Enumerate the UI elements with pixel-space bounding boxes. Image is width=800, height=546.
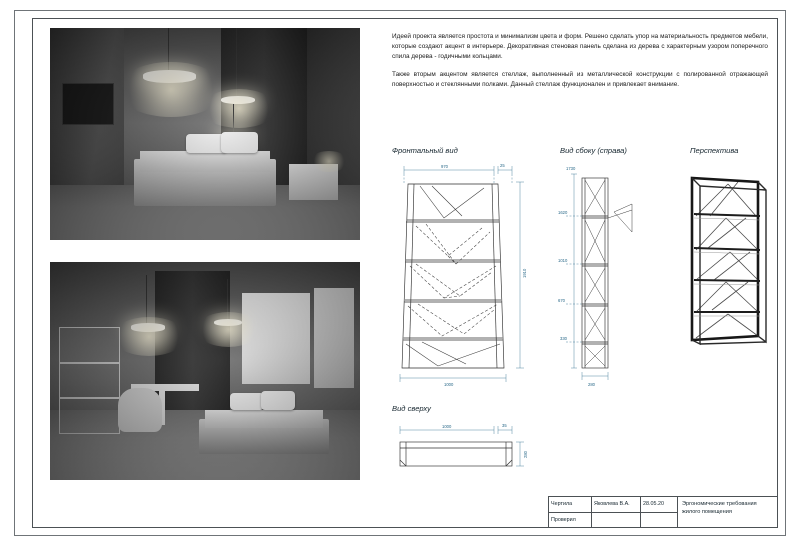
front-dim-top: 970 xyxy=(441,164,448,169)
top-dim-depth: 280 xyxy=(523,451,528,458)
front-view-title: Фронтальный вид xyxy=(392,146,458,155)
top-view-drawing xyxy=(386,420,536,480)
side-view-title: Вид сбоку (справа) xyxy=(560,146,627,155)
top-dim-width: 1000 xyxy=(442,424,452,429)
sheet-title: Эргономические требования жилого помещения xyxy=(682,501,757,515)
perspective-title: Перспектива xyxy=(690,146,739,155)
front-view-drawing xyxy=(386,160,536,390)
interior-render-bedroom-angle xyxy=(50,262,360,480)
top-dim-right: 35 xyxy=(502,423,507,428)
front-dim-bottom: 1000 xyxy=(444,382,454,387)
title-block-row-checked xyxy=(549,513,677,528)
title-block-left xyxy=(549,497,678,527)
side-dim-top: 1730 xyxy=(566,166,576,171)
front-dim-right: 1910 xyxy=(522,268,527,278)
description-paragraph-1: Идеей проекта является простота и минимализм цвета и форм. Решено сделать упор на материальность предметов мебели, которые создают акцент в интерьере. Декоративная стеновая панель сделана из дерева с характерным узором поперечного спила дерева - годичными кольцами. xyxy=(392,33,768,61)
checked-by-date xyxy=(641,513,677,528)
top-view-title: Вид сверху xyxy=(392,404,431,413)
side-dim-1620: 1620 xyxy=(558,210,568,215)
side-dim-330: 330 xyxy=(560,336,567,341)
interior-render-bedroom-front xyxy=(50,28,360,240)
title-block-row-drawn xyxy=(549,497,677,513)
checked-by-name xyxy=(592,513,641,528)
drawn-by-label: Чертила xyxy=(549,497,592,512)
perspective-drawing xyxy=(676,160,780,360)
drawn-by-name: Яковлева В.А. xyxy=(592,497,641,512)
drawn-by-date: 28.05.20 xyxy=(643,501,664,508)
side-view-drawing xyxy=(552,160,668,390)
checked-by-label: Проверил xyxy=(549,513,592,528)
description-paragraph-2: Также вторым акцентом является стеллаж, выполненный из металлической конструкции с полированной отражающей поверхностью и стеклянными полками. Данный стеллаж функционален и привлекает внимание. xyxy=(392,70,768,88)
side-dim-1010: 1010 xyxy=(558,258,568,263)
side-dim-bottom: 280 xyxy=(588,382,595,387)
side-dim-670: 670 xyxy=(558,298,565,303)
project-description xyxy=(392,32,768,97)
front-dim-top-right: 25 xyxy=(500,163,505,168)
title-block xyxy=(548,496,778,528)
